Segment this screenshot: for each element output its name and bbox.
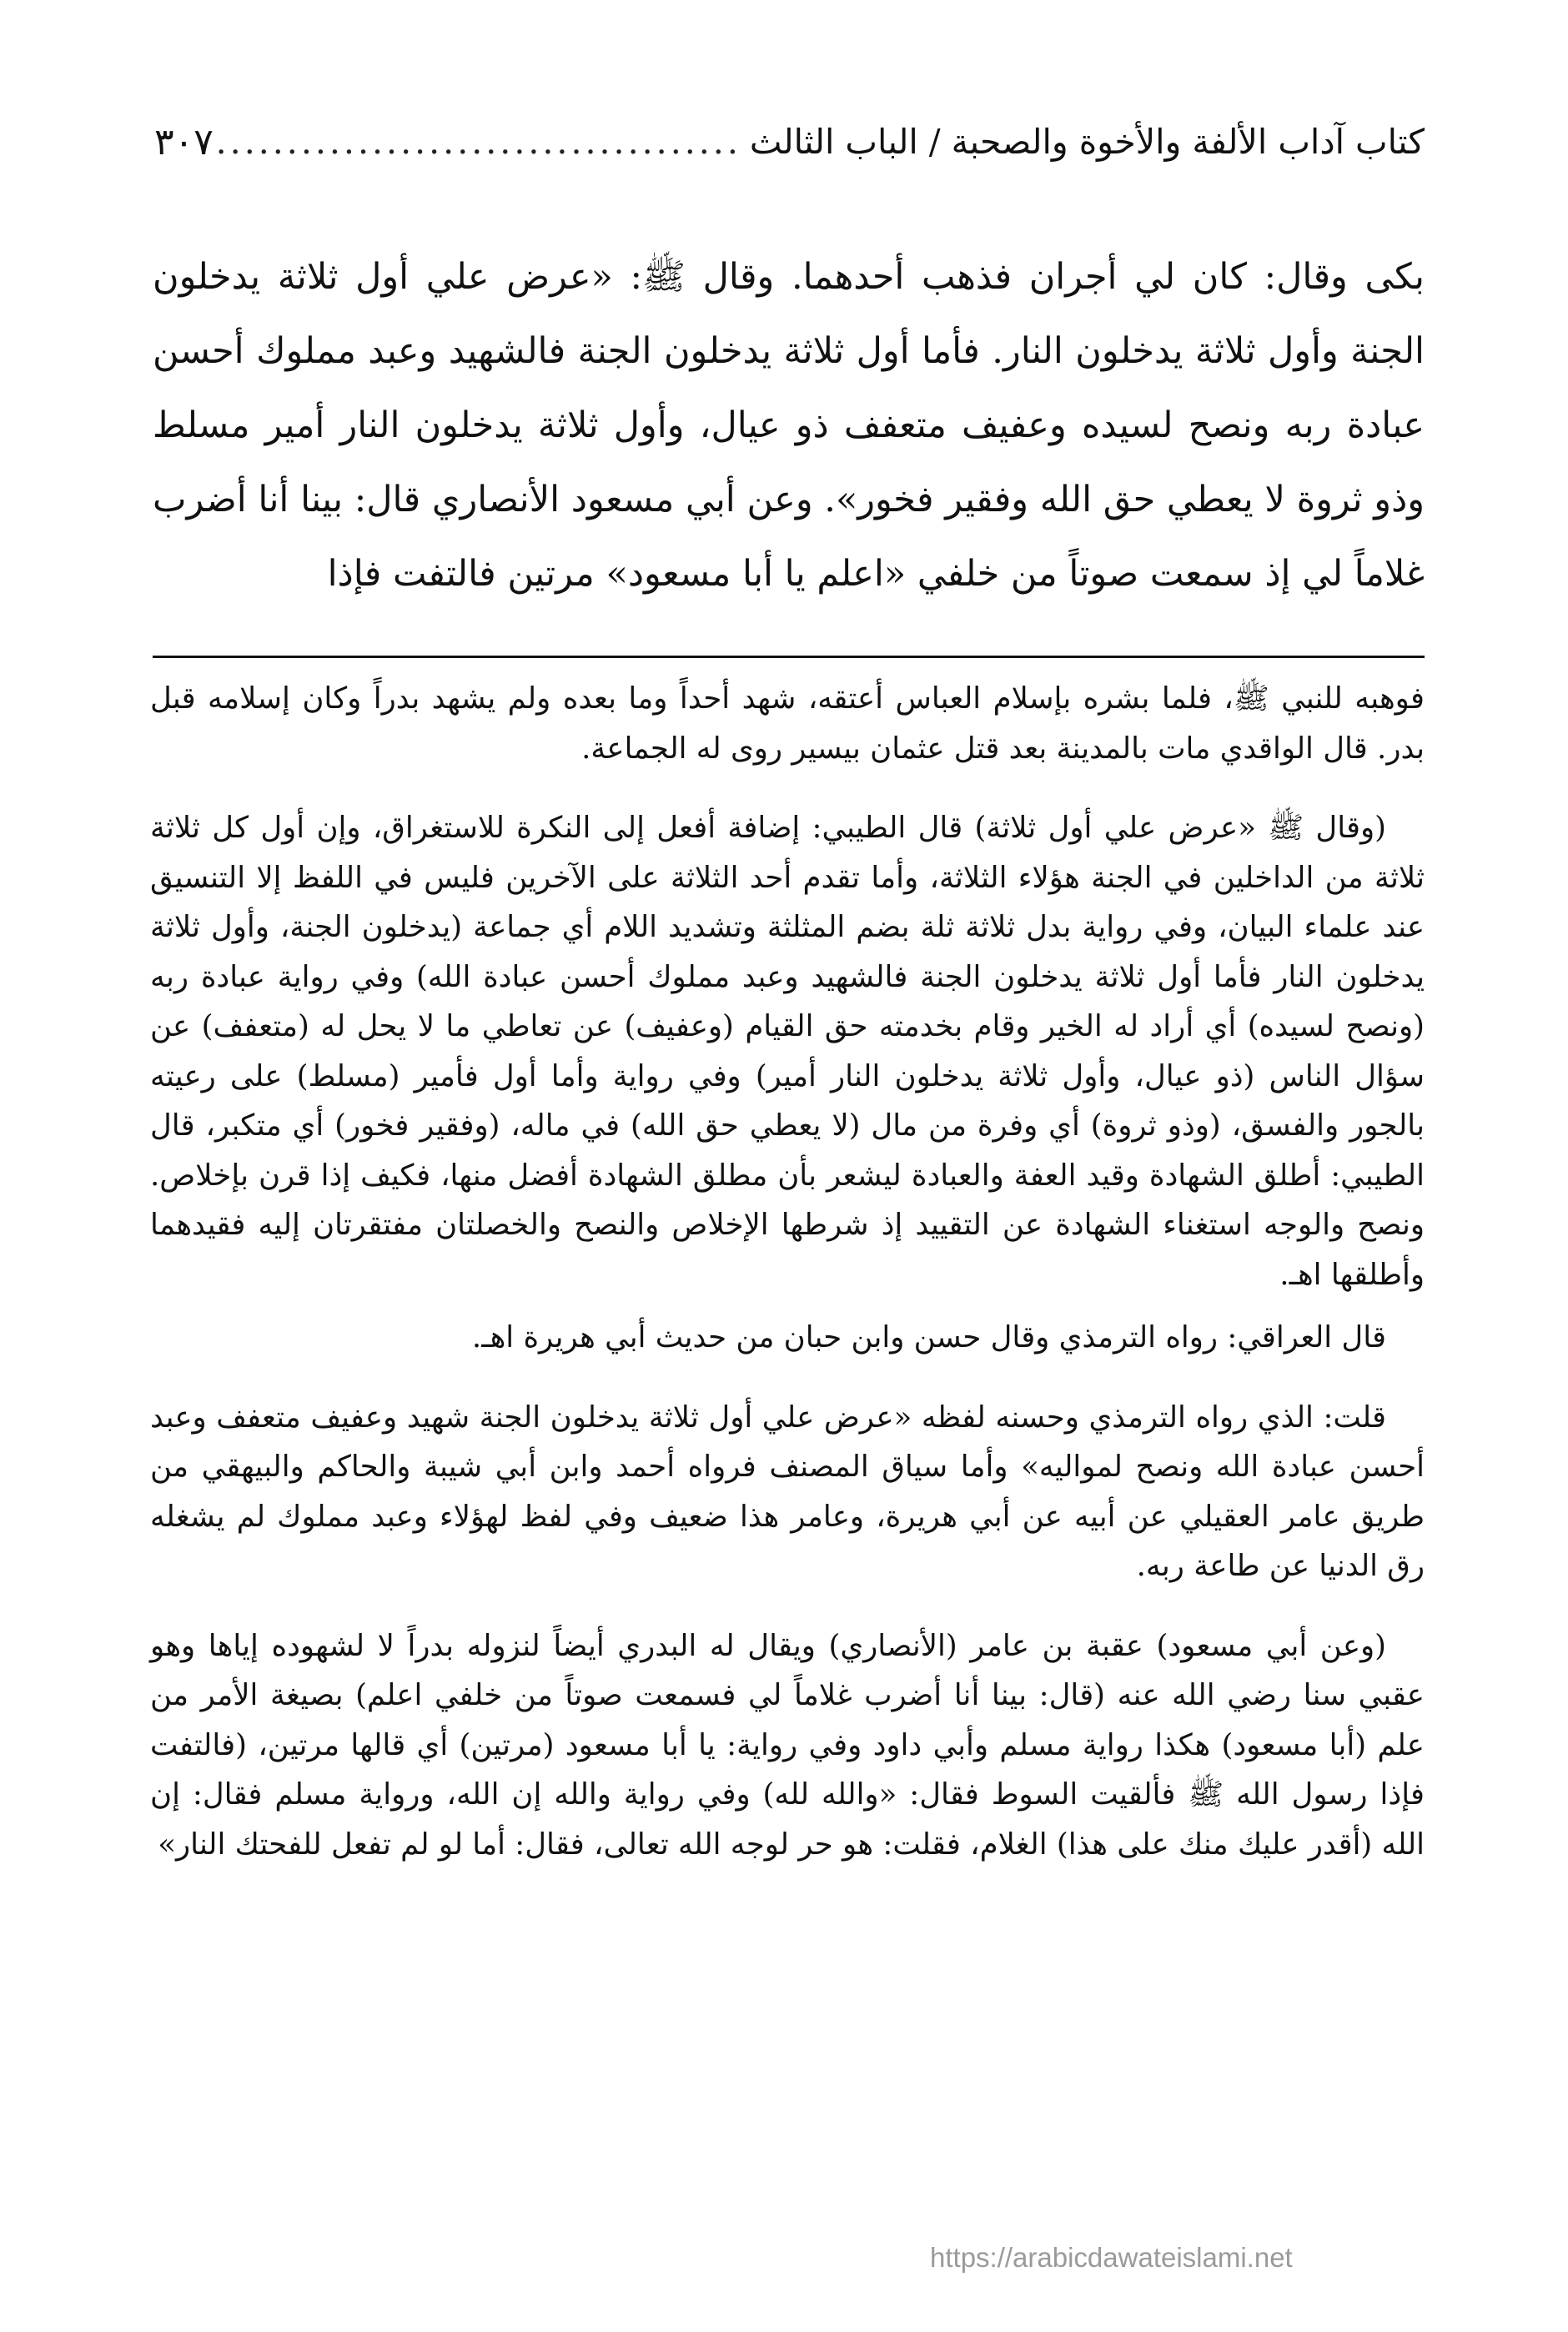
note-paragraph-3: قال العراقي: رواه الترمذي وقال حسن وابن حبان من حديث أبي هريرة اهـ.	[471, 1320, 1386, 1354]
note-paragraph-5: (وعن أبي مسعود) عقبة بن عامر (الأنصاري) ويقال له البدري أيضاً لنزوله بدراً لا لشهوده إياها وهو عقبي سنا رضي الله عنه (قال: بينا أنا أضرب غلاماً لي فسمعت صوتاً من خلفي اعلم) بصيغة الأمر من علم (أبا مسعود) هكذا رواية مسلم وأبي داود وفي رواية: يا أبا مسعود (مرتين) أي قالها مرتين، (فالتفت فإذا رسول الله ﷺ فألقيت السوط فقال: «والله لله) وفي رواية والله إن الله، ورواية مسلم فقال: إن الله (أقدر عليك منك على هذا) الغلام، فقلت: هو حر لوجه الله تعالى، فقال: أما لو لم تفعل للفحتك النار»	[150, 1628, 1425, 1862]
page-number: ٣٠٧	[154, 120, 214, 163]
note-paragraph-2: (وقال ﷺ «عرض علي أول ثلاثة) قال الطيبي: إضافة أفعل إلى النكرة للاستغراق، وإن أول كل ثلاثة ثلاثة من الداخلين في الجنة هؤلاء الثلاثة، وأما تقدم أحد الثلاثة على الآخرين فليس في اللفظ إلا التنسيق عند علماء البيان، وفي رواية بدل ثلاثة ثلة بضم المثلثة وتشديد اللام أي جماعة (يدخلون الجنة، وأول ثلاثة يدخلون النار فأما أول ثلاثة يدخلون الجنة فالشهيد وعبد مملوك أحسن عبادة الله) وفي رواية عبادة ربه (ونصح لسيده) أي أراد له الخير وقام بخدمته حق القيام (وعفيف) عن تعاطي ما لا يحل له (متعفف) عن سؤال الناس (ذو عيال، وأول ثلاثة يدخلون النار أمير) وفي رواية وأما أول فأمير (مسلط) على رعيته بالجور والفسق، (وذو ثروة) أي وفرة من مال (لا يعطي حق الله) في ماله، (وفقير فخور) أي متكبر، قال الطيبي: أطلق الشهادة وقيد العفة والعبادة ليشعر بأن مطلق الشهادة أفضل منها، فكيف إذا قرن بإخلاص. ونصح والوجه استغناء الشهادة عن التقييد إذ شرطها الإخلاص والنصح والخصلتان مفتقرتان إليه فقيدهما وأطلقها اهـ.	[150, 811, 1425, 1292]
leader-dots	[214, 122, 750, 162]
running-header	[154, 108, 1425, 175]
running-title: كتاب آداب الألفة والأخوة والصحبة / الباب الثالث	[749, 122, 1425, 162]
note-paragraph-4: قلت: الذي رواه الترمذي وحسنه لفظه «عرض علي أول ثلاثة يدخلون الجنة شهيد وعفيف متعفف وعبد أحسن عبادة الله ونصح لمواليه» وأما سياق المصنف فرواه أحمد وابن أبي شيبة والحاكم والبيهقي من طريق عامر العقيلي عن أبيه عن أبي هريرة، وعامر هذا ضعيف وفي لفظ لهؤلاء وعبد مملوك لم يشغله رق الدنيا عن طاعة ربه.	[150, 1400, 1425, 1583]
main-text: بكى وقال: كان لي أجران فذهب أحدهما. وقال ﷺ: «عرض علي أول ثلاثة يدخلون الجنة وأول ثلاثة يدخلون النار. فأما أول ثلاثة يدخلون الجنة فالشهيد وعبد مملوك أحسن عبادة ربه ونصح لسيده وعفيف متعفف ذو عيال، وأول ثلاثة يدخلون النار أمير مسلط وذو ثروة لا يعطي حق الله وفقير فخور». وعن أبي مسعود الأنصاري قال: بينا أنا أضرب غلاماً لي إذ سمعت صوتاً من خلفي «اعلم يا أبا مسعود» مرتين فالتفت فإذا	[153, 256, 1425, 595]
commentary	[150, 674, 1425, 1887]
note-paragraph-1: فوهبه للنبي ﷺ، فلما بشره بإسلام العباس أعتقه، شهد أحداً وما بعده ولم يشهد بدراً وكان إسلامه قبل بدر. قال الواقدي مات بالمدينة بعد قتل عثمان بيسير روى له الجماعة.	[150, 681, 1425, 766]
footnote-divider	[153, 656, 1425, 658]
watermark-url: https://arabicdawateislami.net	[930, 2242, 1293, 2273]
